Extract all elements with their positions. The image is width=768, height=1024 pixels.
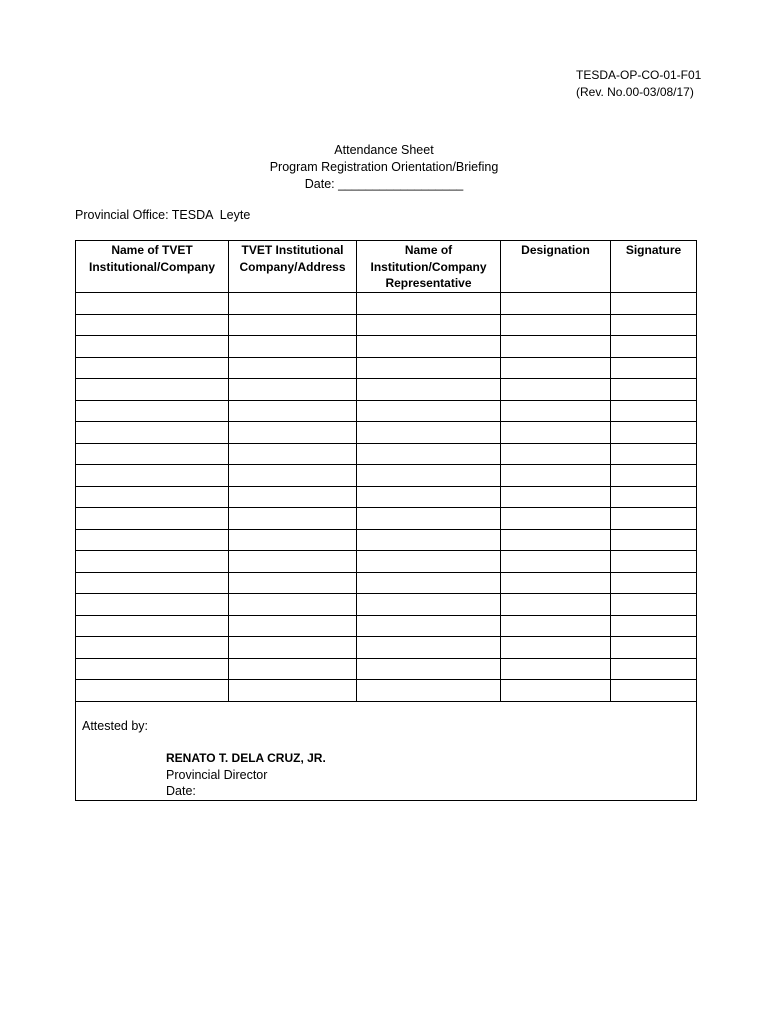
- table-cell: [357, 529, 501, 551]
- table-cell: [501, 529, 611, 551]
- table-cell: [76, 314, 229, 336]
- table-row: [76, 293, 697, 315]
- table-cell: [229, 443, 357, 465]
- table-cell: [76, 379, 229, 401]
- table-row: [76, 637, 697, 659]
- table-cell: [357, 357, 501, 379]
- table-cell: [229, 529, 357, 551]
- table-row: [76, 529, 697, 551]
- table-cell: [357, 615, 501, 637]
- attendance-table: [75, 240, 697, 801]
- table-row: [76, 551, 697, 573]
- table-cell: [501, 400, 611, 422]
- table-cell: [76, 572, 229, 594]
- table-cell: [357, 443, 501, 465]
- table-cell: [611, 465, 697, 487]
- table-cell: [76, 336, 229, 358]
- table-cell: [501, 422, 611, 444]
- table-cell: [611, 379, 697, 401]
- table-cell: [611, 658, 697, 680]
- table-row: [76, 594, 697, 616]
- table-cell: [501, 293, 611, 315]
- table-cell: [611, 508, 697, 530]
- table-cell: [357, 637, 501, 659]
- form-number: TESDA-OP-CO-01-F01: [576, 68, 702, 82]
- table-cell: [501, 572, 611, 594]
- table-cell: [611, 680, 697, 702]
- table-cell: [611, 443, 697, 465]
- attestation-date-label: Date:: [166, 783, 196, 798]
- table-cell: [501, 357, 611, 379]
- revision-number: (Rev. No.00-03/08/17): [576, 85, 694, 99]
- table-cell: [229, 508, 357, 530]
- column-header: TVET Institutional Company/Address: [229, 241, 357, 293]
- table-cell: [611, 551, 697, 573]
- table-cell: [501, 465, 611, 487]
- table-row: [76, 465, 697, 487]
- table-cell: [357, 293, 501, 315]
- table-cell: [357, 658, 501, 680]
- table-cell: [76, 422, 229, 444]
- table-cell: [611, 314, 697, 336]
- table-cell: [229, 658, 357, 680]
- signatory-position: Provincial Director: [166, 767, 268, 782]
- table-cell: [501, 551, 611, 573]
- table-cell: [76, 400, 229, 422]
- table-cell: [611, 486, 697, 508]
- table-cell: [501, 680, 611, 702]
- table-cell: [229, 637, 357, 659]
- table-cell: [611, 615, 697, 637]
- table-cell: [501, 486, 611, 508]
- table-cell: [76, 615, 229, 637]
- table-cell: [357, 422, 501, 444]
- document-subtitle: Program Registration Orientation/Briefing: [269, 160, 499, 174]
- table-cell: [501, 615, 611, 637]
- table-row: [76, 658, 697, 680]
- table-cell: [611, 422, 697, 444]
- table-cell: [229, 379, 357, 401]
- table-cell: [357, 572, 501, 594]
- table-cell: [229, 293, 357, 315]
- table-cell: [229, 615, 357, 637]
- table-row: [76, 615, 697, 637]
- provincial-office-line: Provincial Office: TESDA Leyte: [75, 208, 251, 222]
- table-cell: [229, 357, 357, 379]
- table-cell: [611, 400, 697, 422]
- table-cell: [611, 572, 697, 594]
- table-cell: [76, 293, 229, 315]
- table-cell: [76, 637, 229, 659]
- table-cell: [501, 314, 611, 336]
- table-cell: [611, 336, 697, 358]
- table-cell: [501, 379, 611, 401]
- table-row: [76, 508, 697, 530]
- table-cell: [76, 594, 229, 616]
- table-row: [76, 486, 697, 508]
- table-cell: [76, 680, 229, 702]
- table-cell: [357, 379, 501, 401]
- table-cell: [76, 529, 229, 551]
- column-header: Signature: [611, 241, 697, 293]
- table-cell: [229, 422, 357, 444]
- table-cell: [501, 594, 611, 616]
- table-cell: [611, 293, 697, 315]
- table-cell: [357, 551, 501, 573]
- form-code-block: [576, 67, 701, 101]
- table-cell: [501, 336, 611, 358]
- document-title-block: [0, 142, 768, 193]
- table-cell: [357, 594, 501, 616]
- table-row: [76, 422, 697, 444]
- table-cell: [357, 400, 501, 422]
- table-cell: [501, 637, 611, 659]
- table-cell: [357, 465, 501, 487]
- table-cell: [76, 357, 229, 379]
- table-row: [76, 443, 697, 465]
- table-cell: [229, 572, 357, 594]
- table-cell: [229, 594, 357, 616]
- table-cell: [76, 508, 229, 530]
- table-cell: [229, 336, 357, 358]
- table-cell: [611, 357, 697, 379]
- table-cell: [76, 551, 229, 573]
- table-cell: [76, 465, 229, 487]
- table-cell: [229, 486, 357, 508]
- attendance-rows: [76, 293, 697, 702]
- column-header: Designation: [501, 241, 611, 293]
- table-cell: [229, 314, 357, 336]
- table-cell: [229, 400, 357, 422]
- table-cell: [76, 486, 229, 508]
- table-cell: [611, 637, 697, 659]
- table-cell: [357, 508, 501, 530]
- table-cell: [501, 658, 611, 680]
- document-title: Attendance Sheet: [334, 143, 434, 157]
- table-cell: [229, 465, 357, 487]
- attested-by-label: Attested by:: [82, 718, 149, 733]
- table-row: [76, 680, 697, 702]
- table-cell: [357, 486, 501, 508]
- table-cell: [229, 680, 357, 702]
- table-cell: [611, 529, 697, 551]
- table-cell: [229, 551, 357, 573]
- attestation-row: [76, 701, 697, 800]
- table-row: [76, 400, 697, 422]
- table-row: [76, 314, 697, 336]
- table-cell: [357, 680, 501, 702]
- table-cell: [357, 336, 501, 358]
- table-row: [76, 336, 697, 358]
- table-cell: [501, 508, 611, 530]
- date-line: Date: __________________: [304, 177, 464, 191]
- signatory-name: RENATO T. DELA CRUZ, JR.: [166, 750, 326, 765]
- table-row: [76, 379, 697, 401]
- table-cell: [501, 443, 611, 465]
- table-row: [76, 357, 697, 379]
- column-header: Name of Institution/Company Representative: [357, 241, 501, 293]
- attestation-cell: [76, 701, 697, 800]
- table-cell: [357, 314, 501, 336]
- table-cell: [76, 443, 229, 465]
- table-cell: [611, 594, 697, 616]
- table-cell: [76, 658, 229, 680]
- column-header: Name of TVET Institutional/Company: [76, 241, 229, 293]
- table-header-row: [76, 241, 697, 293]
- table-row: [76, 572, 697, 594]
